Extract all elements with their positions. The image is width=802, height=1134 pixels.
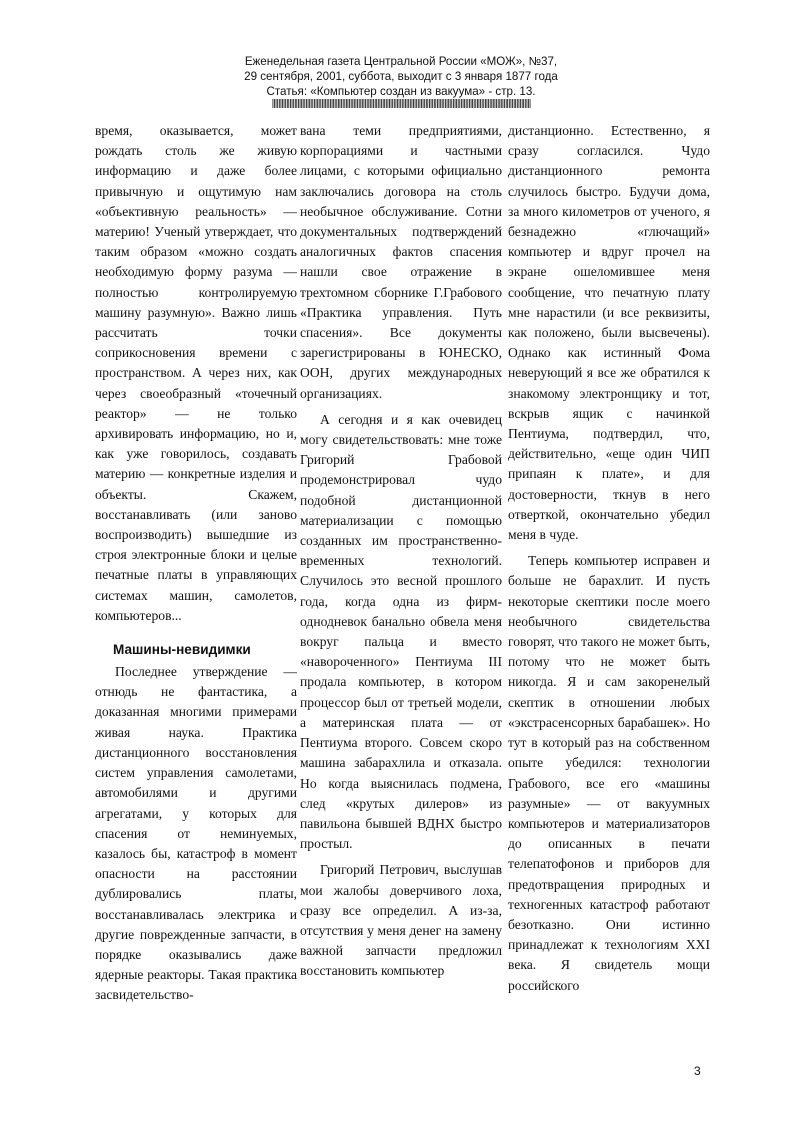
article-column-2 [300,121,502,982]
paragraph: дистанционно. Естественно, я сразу согласился. Чудо дистанционного ремонта случилось быстро. Будучи дома, за много километров от ученого, я безнадежно «глючащий» компьютер и вдруг прочел на экране ошеломившее меня сообщение, что печатную плату мне нарастили (и все реквизиты, как положено, были высвечены). Однако как истинный Фома неверующий я все же обратился к знакомому электронщику и тот, вскрыв ящик с начинкой Пентиума, подтвердил, что, действительно, «еще один ЧИП припаян к плате», и для достоверности, ткнув в него отверткой, окончательно убедил меня в чуде. [508,123,710,543]
section-subheading: Машины-невидимки [113,642,251,658]
paragraph: время, оказывается, может рождать столь же живую информацию и даже более привычную и ощутимую нам «объективную реальность» — материю! Ученый утверждает, что таким образом «можно создать необходимую форму разума — полностью контролируемую машину разумную». Важно лишь рассчитать точки соприкосновения времени с пространством. А через них, как через своеобразный «точечный реактор» — не только архивировать информацию, но и, как уже говорилось, создавать материю — конкретные изделия и объекты. Скажем, восстанавливать (или заново воспроизводить) вышедшие из строя электронные блоки и целые печатные платы в управляющих системах машин, самолетов, компьютеров... [95,123,297,623]
paragraph: А сегодня и я как очевидец могу свидетельствовать: мне тоже Григорий Грабовой продемонстрировал чудо подобной дистанционной материализации с помощью созданных им пространственно-временных технологий. Случилось это весной прошлого года, когда одна из фирм-однодневок банально обвела меня вокруг пальца и вместо «навороченного» Пентиума III продала компьютер, в котором процессор был от третьей модели, а материнская плата — от Пентиума второго. Совсем скоро машина забарахлила и отказала. Но когда выяснилась подмена, след «крутых дилеров» из павильона бывшей ВДНХ быстро простыл. [300,411,502,852]
paragraph: вана теми предприятиями, корпорациями и частными лицами, с которыми официально заключались договора на столь необычное обслуживание. Сотни документальных подтверждений аналогичных фактов спасения нашли свое отражение в трехтомном сборнике Г.Грабового «Практика управления. Путь спасения». Все документы зарегистрированы в ЮНЕСКО, ООН, других международных организациях. [300,123,502,401]
paragraph: Теперь компьютер исправен и больше не барахлит. И пусть некоторые скептики после моего необычного свидетельства говорят, что такого не может быть, потому что не может быть никогда. Я и сам закоренелый скептик в отношении любых «экстрасенсорных барабашек». Но тут в который раз на собственном опыте убедился: технологии Грабового, все его «машины разумные» — от вакуумных компьютеров и материализаторов до описанных в печати телепатофонов и приборов для предотвращения природных и техногенных катастроф работают безотказно. Они истинно принадлежат к технологиям XXI века. Я свидетель мощи российского [508,553,710,993]
article-column-1 [95,121,297,1006]
page-number: 3 [694,1064,701,1078]
header-line-2: 29 сентября, 2001, суббота, выходит с 3 января 1877 года [244,70,558,83]
article-column-3 [508,121,710,996]
paragraph: Григорий Петрович, выслушав мои жалобы доверчивого лоха, сразу все определил. А из-за, отсутствия у меня денег на замену важной запчасти предложил восстановить компьютер [300,862,502,979]
page-header [150,54,652,109]
header-rule: |||||||||||||||||||||||||||||||||||||||||||||||||||||||||||||||||||||||||||||||||||||||||||||||||||||||||||||||||||||||||||||||||||||||||||||||||||||||||||||||||| [271,99,531,109]
header-line-3: Статья: «Компьютер создан из вакуума» - стр. 13. [266,85,536,98]
paragraph: Последнее утверждение — отнюдь не фантастика, а доказанная многими примерами живая наука. Практика дистанционного восстановления систем управления самолетами, автомобилями и другими агрегатами, у которых для спасения от неминуемых, казалось бы, катастроф в момент опасности на расстоянии дублировались платы, восстанавливалась электрика и другие поврежденные запчасти, в порядке оказывались даже ядерные реакторы. Такая практика засвидетельство- [95,664,297,1003]
header-line-1: Еженедельная газета Центральной России «МОЖ», №37, [244,55,558,68]
